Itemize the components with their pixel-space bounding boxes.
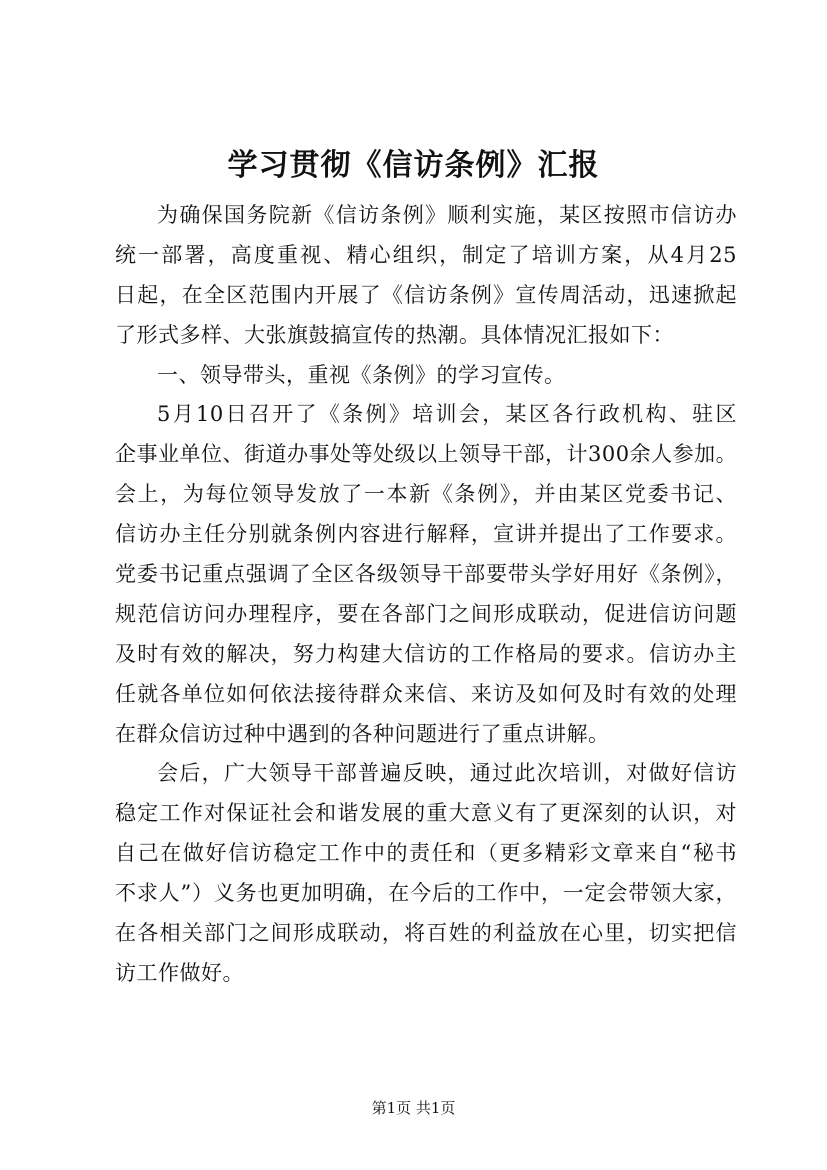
text-line: 在各相关部门之间形成联动，将百姓的利益放在心里，切实把信	[115, 921, 737, 946]
document-title: 学习贯彻《信访条例》汇报	[227, 148, 600, 183]
text-line: 统一部署，高度重视、精心组织，制定了培训方案，从4月25	[115, 242, 737, 267]
text-line: 5月10日召开了《条例》培训会，某区各行政机构、驻区	[157, 402, 737, 427]
text-line: 会后，广大领导干部普遍反映，通过此次培训，对做好信访	[157, 761, 737, 786]
text-line: 及时有效的解决，努力构建大信访的工作格局的要求。信访办主	[115, 641, 737, 666]
text-line: 日起，在全区范围内开展了《信访条例》宣传周活动，迅速掀起	[115, 282, 737, 307]
text-line: 任就各单位如何依法接待群众来信、来访及如何及时有效的处理	[115, 681, 737, 706]
document-body	[115, 196, 737, 994]
text-line: 自己在做好信访稳定工作中的责任和（更多精彩文章来自“秘书	[115, 841, 737, 866]
text-line: 稳定工作对保证社会和谐发展的重大意义有了更深刻的认识，对	[115, 801, 737, 826]
text-line: 在群众信访过种中遇到的各种问题进行了重点讲解。	[115, 721, 610, 746]
text-line: 访工作做好。	[115, 960, 244, 985]
text-line: 为确保国务院新《信访条例》顺利实施，某区按照市信访办	[157, 203, 737, 227]
text-line: 会上，为每位领导发放了一本新《条例》，并由某区党委书记、	[115, 482, 737, 507]
text-line: 规范信访问办理程序，要在各部门之间形成联动，促进信访问题	[115, 601, 737, 626]
text-line: 了形式多样、大张旗鼓搞宣传的热潮。具体情况汇报如下：	[115, 322, 674, 347]
text-line: 企事业单位、街道办事处等处级以上领导干部，计300余人参加。	[115, 442, 738, 467]
section-heading: 一、领导带头，重视《条例》的学习宣传。	[157, 362, 566, 387]
page-footer: 第1页 共1页	[371, 1099, 456, 1117]
text-line: 不求人”）义务也更加明确，在今后的工作中，一定会带领大家，	[115, 881, 737, 906]
text-line: 信访办主任分别就条例内容进行解释，宣讲并提出了工作要求。	[115, 522, 737, 547]
text-line: 党委书记重点强调了全区各级领导干部要带头学好用好《条例》，	[115, 562, 737, 587]
